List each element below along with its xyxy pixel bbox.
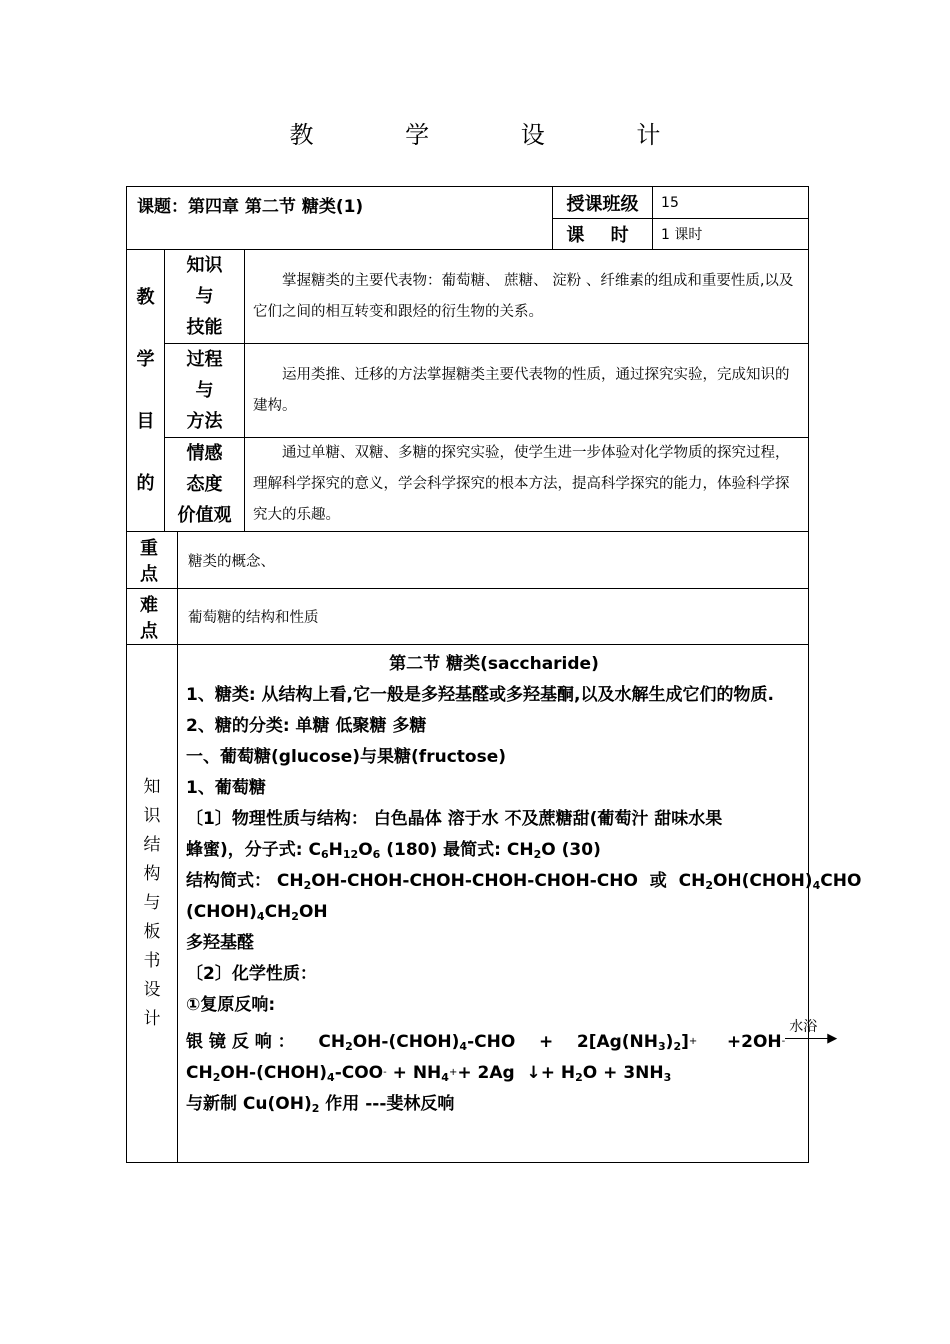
goal-knowledge-text: 掌握糖类的主要代表物：葡萄糖、 蔗糖、 淀粉 、纤维素的组成和重要性质,以及它们之间的相互转变和跟烃的衍生物的关系。 xyxy=(245,250,809,344)
board-physical-b: 蜂蜜)，分子式: $C_6H_{12}O_6$ (180) 最简式: $CH_2O$ (30) xyxy=(186,840,601,861)
board-fehling: 与新制 $Cu(OH)_2$ 作用 ---斐林反响 xyxy=(186,1094,455,1115)
board-aldehyde: 多羟基醛 xyxy=(186,933,254,953)
board-chemical: 〔2〕化学性质： xyxy=(186,964,317,984)
board-structure: 结构简式： $CH_2OH-CHOH-CHOH-CHOH-CHOH$-CHO 或 $CH_2OH(CHOH)_4CHO$ xyxy=(186,871,862,892)
goal-process-text: 运用类推、迁移的方法掌握糖类主要代表物的性质，通过探究实验，完成知识的建构。 xyxy=(245,344,809,438)
board-redox: ①复原反响: xyxy=(186,995,276,1015)
board-content xyxy=(178,645,862,1163)
difficulty-value: 葡萄糖的结构和性质 xyxy=(178,589,809,645)
page-title: 教 学 设 计 xyxy=(289,121,703,149)
difficulty-label: 难 点 xyxy=(127,589,178,645)
water-bath-arrow: 水浴 ▶ xyxy=(785,1021,837,1041)
focus-label: 重 点 xyxy=(127,532,178,589)
hours-value: 1 课时 xyxy=(653,219,809,250)
goal-knowledge-label: 知识 与 技能 xyxy=(165,250,245,344)
focus-value: 糖类的概念、 xyxy=(178,532,809,589)
goal-emotion-text: 通过单糖、双糖、多糖的探究实验，使学生进一步体验对化学物质的探究过程，理解科学探究的意义，学会科学探究的根本方法，提高科学探究的能力，体验科学探究大的乐趣。 xyxy=(245,438,809,532)
board-side-label: 知 识 结 构 与 板 书 设 计 xyxy=(127,645,178,1163)
class-label: 授课班级 xyxy=(553,187,653,219)
board-section-1: 一、葡萄糖(glucose)与果糖(fructose) xyxy=(186,747,506,767)
board-physical-a: 〔1〕物理性质与结构： 白色晶体 溶于水 不及蔗糖甜(葡萄汁 甜味水果 xyxy=(186,809,723,829)
board-silver-mirror: 银 镜 反 响 ： $CH_2OH-(CHOH)_4$-CHO + $2[Ag(NH_3)_2]^+$ +2OH- 水浴 ▶ xyxy=(186,1019,838,1053)
class-value: 15 xyxy=(653,187,809,219)
board-classification: 2、糖的分类: 单糖 低聚糖 多糖 xyxy=(186,716,427,736)
board-structure-cont: $(CHOH)_4CH_2OH$ xyxy=(186,902,328,923)
topic-cell: 课题：第四章 第二节 糖类(1) xyxy=(127,187,553,250)
hours-label: 课 时 xyxy=(553,219,653,250)
lesson-plan-table xyxy=(126,186,862,1163)
board-silver-mirror-products: $CH_2OH-(CHOH)_4-COO^- + NH_4^++ 2Ag$ ↓+ $H_2O + 3NH_3$ xyxy=(186,1063,672,1084)
board-definition: 1、糖类: 从结构上看,它一般是多羟基醛或多羟基酮,以及水解生成它们的物质. xyxy=(186,685,774,705)
goal-process-label: 过程 与 方法 xyxy=(165,344,245,438)
goals-side-label: 教 学 目 的 xyxy=(127,250,165,532)
board-heading: 第二节 糖类(saccharide) xyxy=(389,654,599,674)
board-glucose: 1、葡萄糖 xyxy=(186,778,266,798)
goal-emotion-label: 情感 态度 价值观 xyxy=(165,438,245,532)
